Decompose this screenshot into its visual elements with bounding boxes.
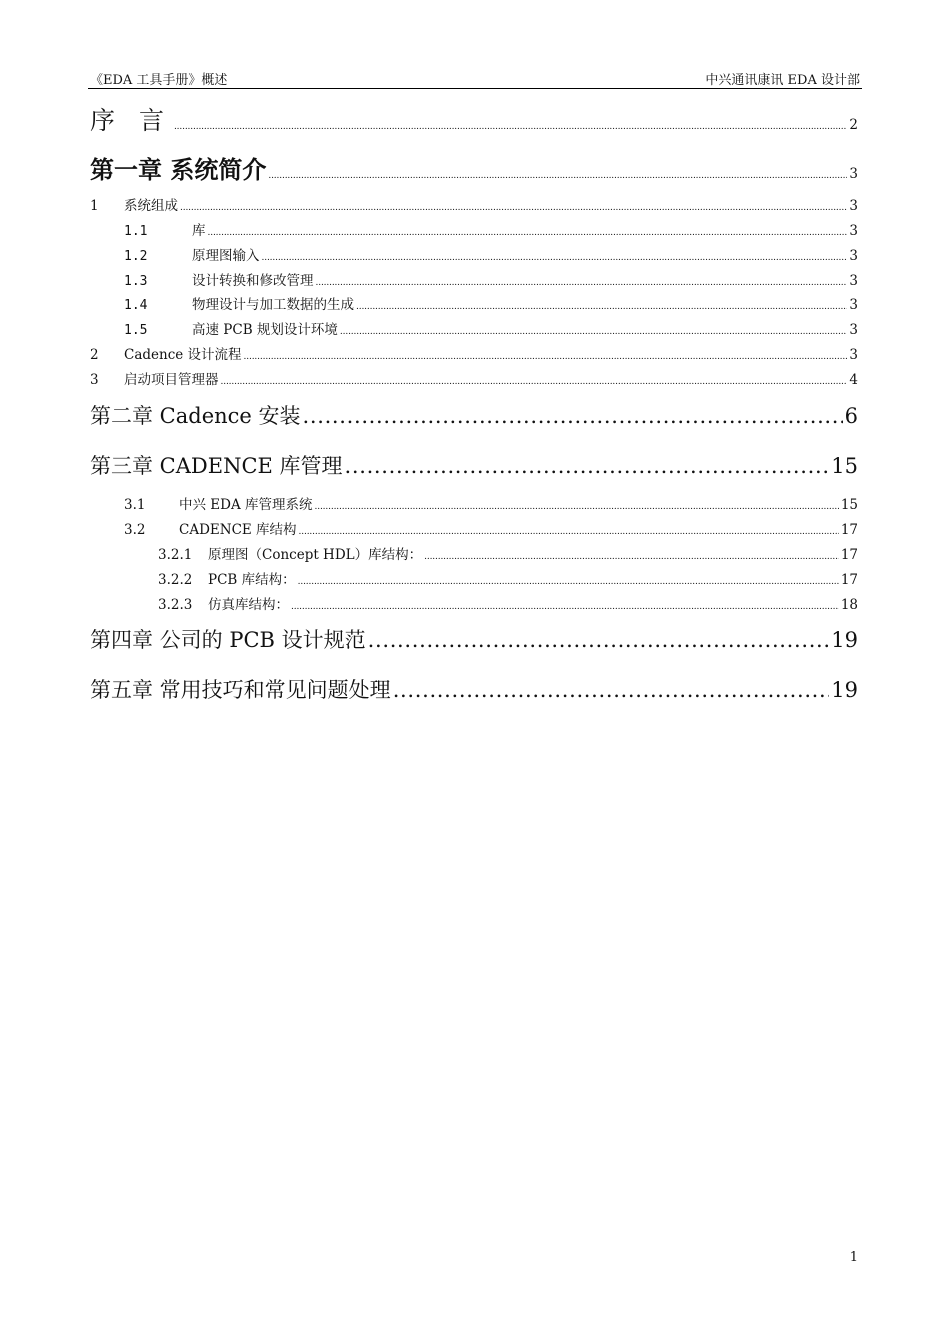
- toc-leader: [262, 253, 848, 263]
- toc-num: 3.1: [124, 497, 146, 513]
- toc-entry-section-1-3[interactable]: [124, 269, 858, 289]
- toc-num: 3.2: [124, 522, 146, 538]
- toc-title: 物理设计与加工数据的生成: [192, 297, 354, 313]
- toc-title: 第一章 系统简介: [90, 156, 267, 184]
- toc-title: 第三章 CADENCE 库管理: [90, 454, 343, 478]
- toc-leader: [315, 502, 839, 512]
- toc-title: 设计转换和修改管理: [192, 273, 314, 289]
- toc-leader: [345, 454, 830, 478]
- toc-page: 4: [849, 372, 858, 388]
- toc-entry-chapter-2[interactable]: [90, 400, 858, 430]
- toc-page: 3: [849, 248, 858, 264]
- toc-entry-chapter-3[interactable]: [90, 450, 858, 480]
- toc-leader: [393, 678, 830, 702]
- toc-entry-section-3-2-3[interactable]: [158, 593, 858, 613]
- page-number: 1: [849, 1250, 858, 1265]
- toc-page: 3: [849, 322, 858, 338]
- toc-title: 启动项目管理器: [124, 372, 219, 388]
- toc-num: 1.3: [124, 274, 148, 289]
- toc-leader: [221, 377, 848, 387]
- toc-title: 第二章 Cadence 安装: [90, 404, 301, 428]
- toc-title: PCB 库结构：: [208, 572, 296, 588]
- toc-title: 库: [192, 223, 206, 239]
- toc-title: 原理图（Concept HDL）库结构：: [208, 547, 423, 563]
- toc-page: 18: [840, 597, 858, 613]
- toc-page: 17: [840, 547, 858, 563]
- toc-page: 19: [831, 628, 858, 652]
- toc-entry-section-3-2-1[interactable]: [158, 543, 858, 563]
- toc-page: 15: [840, 497, 858, 513]
- header-rule: [88, 88, 862, 89]
- toc-title: 第四章 公司的 PCB 设计规范: [90, 628, 366, 652]
- toc-entry-section-3[interactable]: [90, 368, 858, 388]
- toc-page: 6: [844, 404, 858, 428]
- toc-title: 中兴 EDA 库管理系统: [179, 497, 313, 513]
- toc-page: 17: [840, 522, 858, 538]
- toc-leader: [244, 352, 848, 362]
- toc-entry-chapter-1[interactable]: [90, 150, 858, 185]
- toc-page: 3: [849, 297, 858, 313]
- toc-leader: [303, 404, 843, 428]
- toc-num: 3.2.2: [158, 572, 193, 588]
- toc-entry-preface[interactable]: [90, 101, 858, 137]
- toc-page: 17: [840, 572, 858, 588]
- toc-num: 1.5: [124, 323, 148, 338]
- toc-title: Cadence 设计流程: [124, 347, 242, 363]
- toc-entry-section-2[interactable]: [90, 343, 858, 363]
- toc-leader: [356, 302, 847, 312]
- toc-title: 仿真库结构：: [208, 597, 289, 613]
- toc-entry-section-3-2[interactable]: [124, 518, 858, 538]
- toc-page: 3: [849, 198, 858, 214]
- toc-entry-section-1-1[interactable]: [124, 219, 858, 239]
- toc-entry-chapter-5[interactable]: [90, 674, 858, 704]
- toc-page: 3: [849, 347, 858, 363]
- toc-title: 序 言: [90, 106, 172, 135]
- toc-page: 3: [849, 166, 858, 182]
- toc-page: 3: [849, 223, 858, 239]
- toc-entry-section-1[interactable]: [90, 194, 858, 214]
- toc-leader: [180, 203, 847, 213]
- toc-leader: [268, 171, 847, 181]
- toc-num: 2: [90, 347, 99, 363]
- toc-leader: [174, 122, 847, 132]
- toc-page: 15: [831, 454, 858, 478]
- toc-leader: [298, 577, 839, 587]
- toc-num: 3: [90, 372, 99, 388]
- toc-title: 高速 PCB 规划设计环境: [192, 322, 338, 338]
- toc-leader: [299, 527, 839, 537]
- toc-leader: [340, 327, 847, 337]
- toc-entry-section-3-1[interactable]: [124, 493, 858, 513]
- toc-num: 1.2: [124, 249, 148, 264]
- toc-entry-section-1-5[interactable]: [124, 318, 858, 338]
- toc-num: 1.1: [124, 224, 148, 239]
- toc-entry-chapter-4[interactable]: [90, 624, 858, 654]
- toc-entry-section-1-2[interactable]: [124, 244, 858, 264]
- toc-page: 3: [849, 273, 858, 289]
- toc-entry-section-3-2-2[interactable]: [158, 568, 858, 588]
- page-header-left: 《EDA 工具手册》概述: [90, 73, 228, 88]
- toc-page: 2: [849, 117, 858, 133]
- toc-leader: [424, 552, 839, 562]
- toc-num: 3.2.1: [158, 547, 193, 563]
- toc-leader: [208, 228, 848, 238]
- toc-leader: [316, 278, 848, 288]
- toc-title: 第五章 常用技巧和常见问题处理: [90, 678, 391, 702]
- toc-leader: [291, 602, 839, 612]
- toc-title: 原理图输入: [192, 248, 260, 264]
- toc-num: 3.2.3: [158, 597, 193, 613]
- toc-num: 1.4: [124, 298, 148, 313]
- toc-num: 1: [90, 198, 99, 214]
- toc-page: 19: [831, 678, 858, 702]
- toc-leader: [368, 628, 830, 652]
- toc-entry-section-1-4[interactable]: [124, 293, 858, 313]
- toc-title: CADENCE 库结构: [179, 522, 297, 538]
- toc-title: 系统组成: [124, 198, 178, 214]
- page-header-right: 中兴通讯康讯 EDA 设计部: [705, 73, 860, 88]
